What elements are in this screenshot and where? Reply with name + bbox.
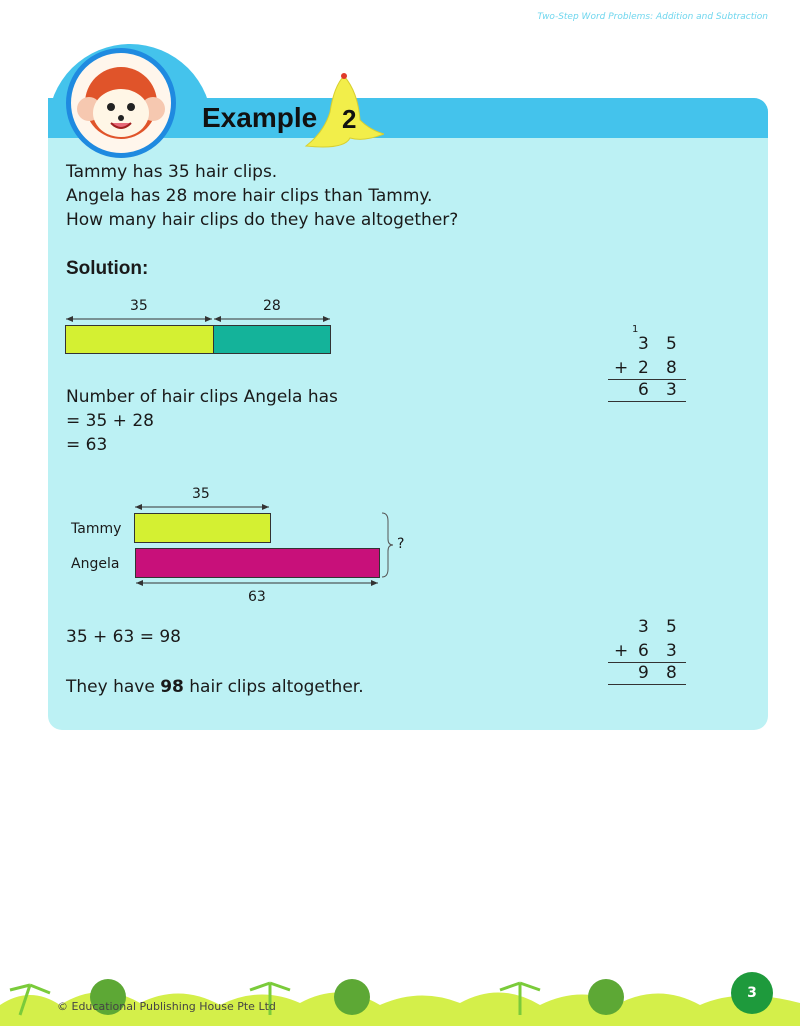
- digit: 3: [666, 380, 677, 400]
- question-mark: ?: [397, 536, 405, 552]
- sum-line: [608, 684, 686, 685]
- example-number: 2: [342, 104, 357, 134]
- problem-line: Tammy has 35 hair clips.: [66, 162, 278, 182]
- monkey-mascot-icon: [66, 48, 176, 158]
- digit: 6: [638, 380, 649, 400]
- problem-line: Angela has 28 more hair clips than Tammy.: [66, 186, 433, 206]
- bar-label-28: 28: [263, 298, 281, 314]
- digit: 5: [666, 334, 677, 354]
- equation: 35 + 63 = 98: [66, 627, 181, 647]
- angela-label: Angela: [71, 556, 120, 572]
- tammy-label: Tammy: [71, 521, 122, 537]
- plus-sign: +: [614, 641, 629, 661]
- plus-sign: +: [614, 358, 629, 378]
- tammy-measure-label: 35: [192, 486, 210, 502]
- answer-text: hair clips altogether.: [183, 677, 364, 697]
- example-title: Example: [202, 102, 318, 133]
- problem-text: [66, 160, 458, 232]
- digit: 6: [638, 641, 649, 661]
- digit: 2: [638, 358, 649, 378]
- sum-line: [608, 401, 686, 402]
- angela-bar: [135, 548, 380, 578]
- measure-arrows: [64, 314, 334, 324]
- digit: 5: [666, 617, 677, 637]
- digit: 3: [638, 334, 649, 354]
- digit: 8: [666, 358, 677, 378]
- angela-measure-label: 63: [248, 589, 266, 605]
- extra-bar-part: [213, 325, 331, 354]
- step-line: Number of hair clips Angela has: [66, 387, 338, 407]
- step1-text: [66, 385, 338, 457]
- step-line: = 63: [66, 435, 108, 455]
- brace: [380, 511, 394, 579]
- tammy-arrow: [133, 502, 273, 512]
- copyright: © Educational Publishing House Pte Ltd: [57, 1000, 276, 1013]
- answer-text: They have: [66, 677, 161, 697]
- bar-label-35: 35: [130, 298, 148, 314]
- solution-heading: Solution:: [66, 258, 149, 279]
- digit: 3: [666, 641, 677, 661]
- answer-number: 98: [160, 677, 184, 697]
- problem-line: How many hair clips do they have altogether?: [66, 210, 459, 230]
- answer-sentence: [66, 675, 364, 699]
- tammy-bar-part: [65, 325, 214, 354]
- angela-arrow: [134, 578, 382, 588]
- page-number: 3: [731, 972, 773, 1014]
- carry-digit: 1: [632, 324, 639, 335]
- digit: 3: [638, 617, 649, 637]
- digit: 9: [638, 663, 649, 683]
- tammy-bar: [134, 513, 271, 543]
- step-line: = 35 + 28: [66, 411, 154, 431]
- digit: 8: [666, 663, 677, 683]
- running-head: Two-Step Word Problems: Addition and Subtraction: [537, 12, 768, 22]
